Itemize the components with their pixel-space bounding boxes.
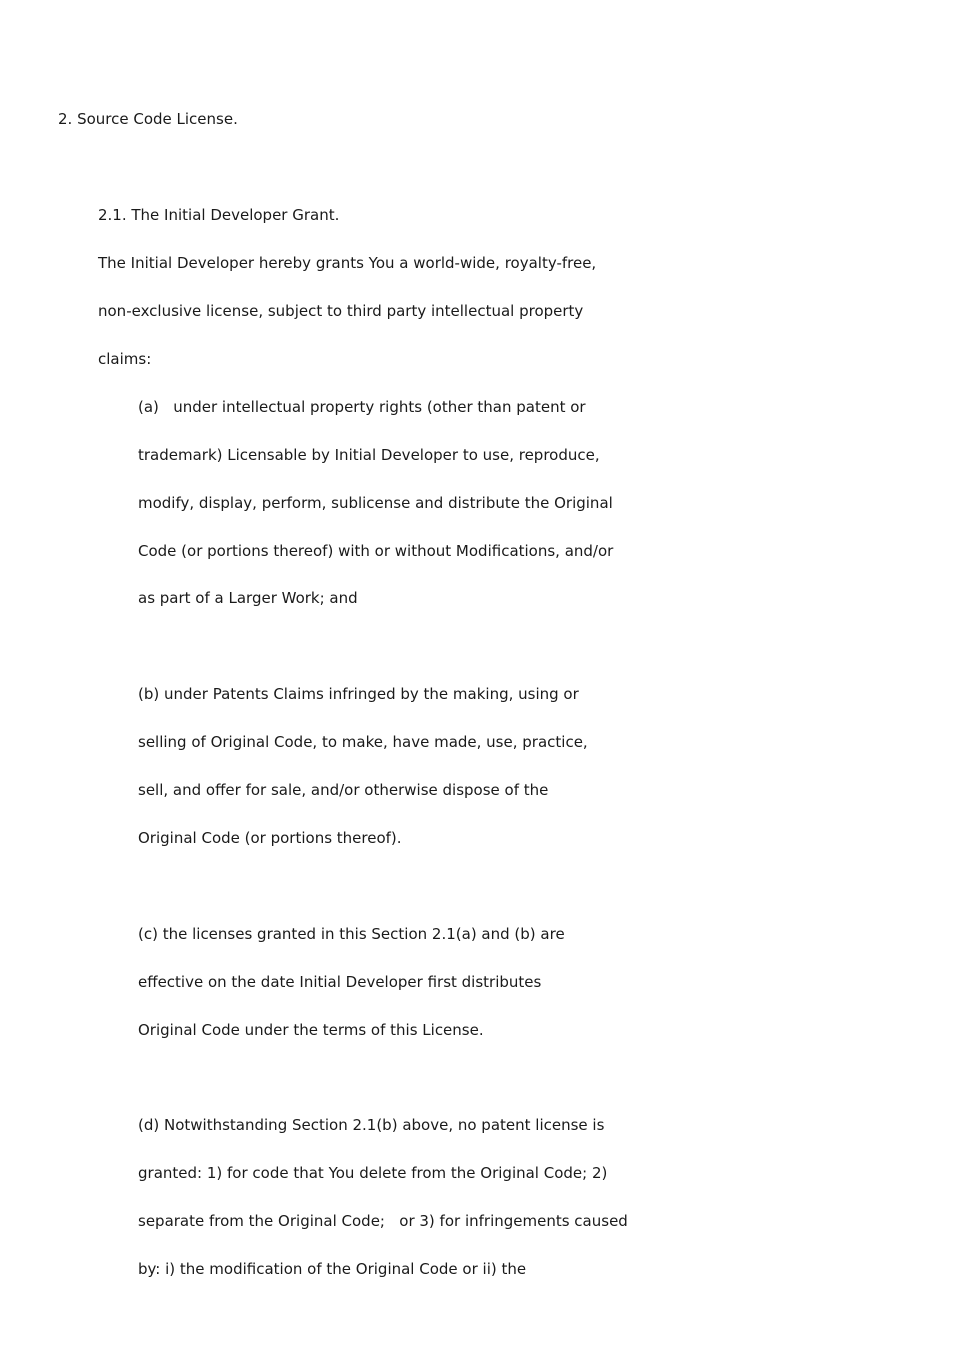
clause-a-line: trademark) Licensable by Initial Developer to use, reproduce,	[138, 446, 600, 464]
subsection-heading: 2.1. The Initial Developer Grant.	[98, 206, 340, 224]
clause-c-line: Original Code under the terms of this License.	[138, 1021, 484, 1039]
clause-c-line: effective on the date Initial Developer first distributes	[138, 973, 542, 991]
clause-a-line: (a) under intellectual property rights (other than patent or	[138, 398, 586, 416]
clause-d-line: by: i) the modification of the Original Code or ii) the	[138, 1260, 527, 1278]
clause-b-line: sell, and offer for sale, and/or otherwise dispose of the	[138, 781, 549, 799]
section-heading: 2. Source Code License.	[58, 110, 238, 128]
clause-d-line: granted: 1) for code that You delete from the Original Code; 2)	[138, 1164, 608, 1182]
intro-line: The Initial Developer hereby grants You a world-wide, royalty-free,	[98, 254, 597, 272]
clause-b-line: selling of Original Code, to make, have made, use, practice,	[138, 733, 588, 751]
clause-a-line: as part of a Larger Work; and	[138, 589, 358, 607]
clause-d-line: separate from the Original Code; or 3) for infringements caused	[138, 1212, 628, 1230]
clause-b-line: (b) under Patents Claims infringed by the making, using or	[138, 685, 579, 703]
clause-d-line: (d) Notwithstanding Section 2.1(b) above, no patent license is	[138, 1116, 605, 1134]
clause-b-line: Original Code (or portions thereof).	[138, 829, 402, 847]
intro-line: non-exclusive license, subject to third party intellectual property	[98, 302, 584, 320]
intro-line: claims:	[98, 350, 152, 368]
clause-c-line: (c) the licenses granted in this Section 2.1(a) and (b) are	[138, 925, 565, 943]
clause-a-line: modify, display, perform, sublicense and distribute the Original	[138, 494, 613, 512]
clause-a-line: Code (or portions thereof) with or without Modifications, and/or	[138, 542, 614, 560]
